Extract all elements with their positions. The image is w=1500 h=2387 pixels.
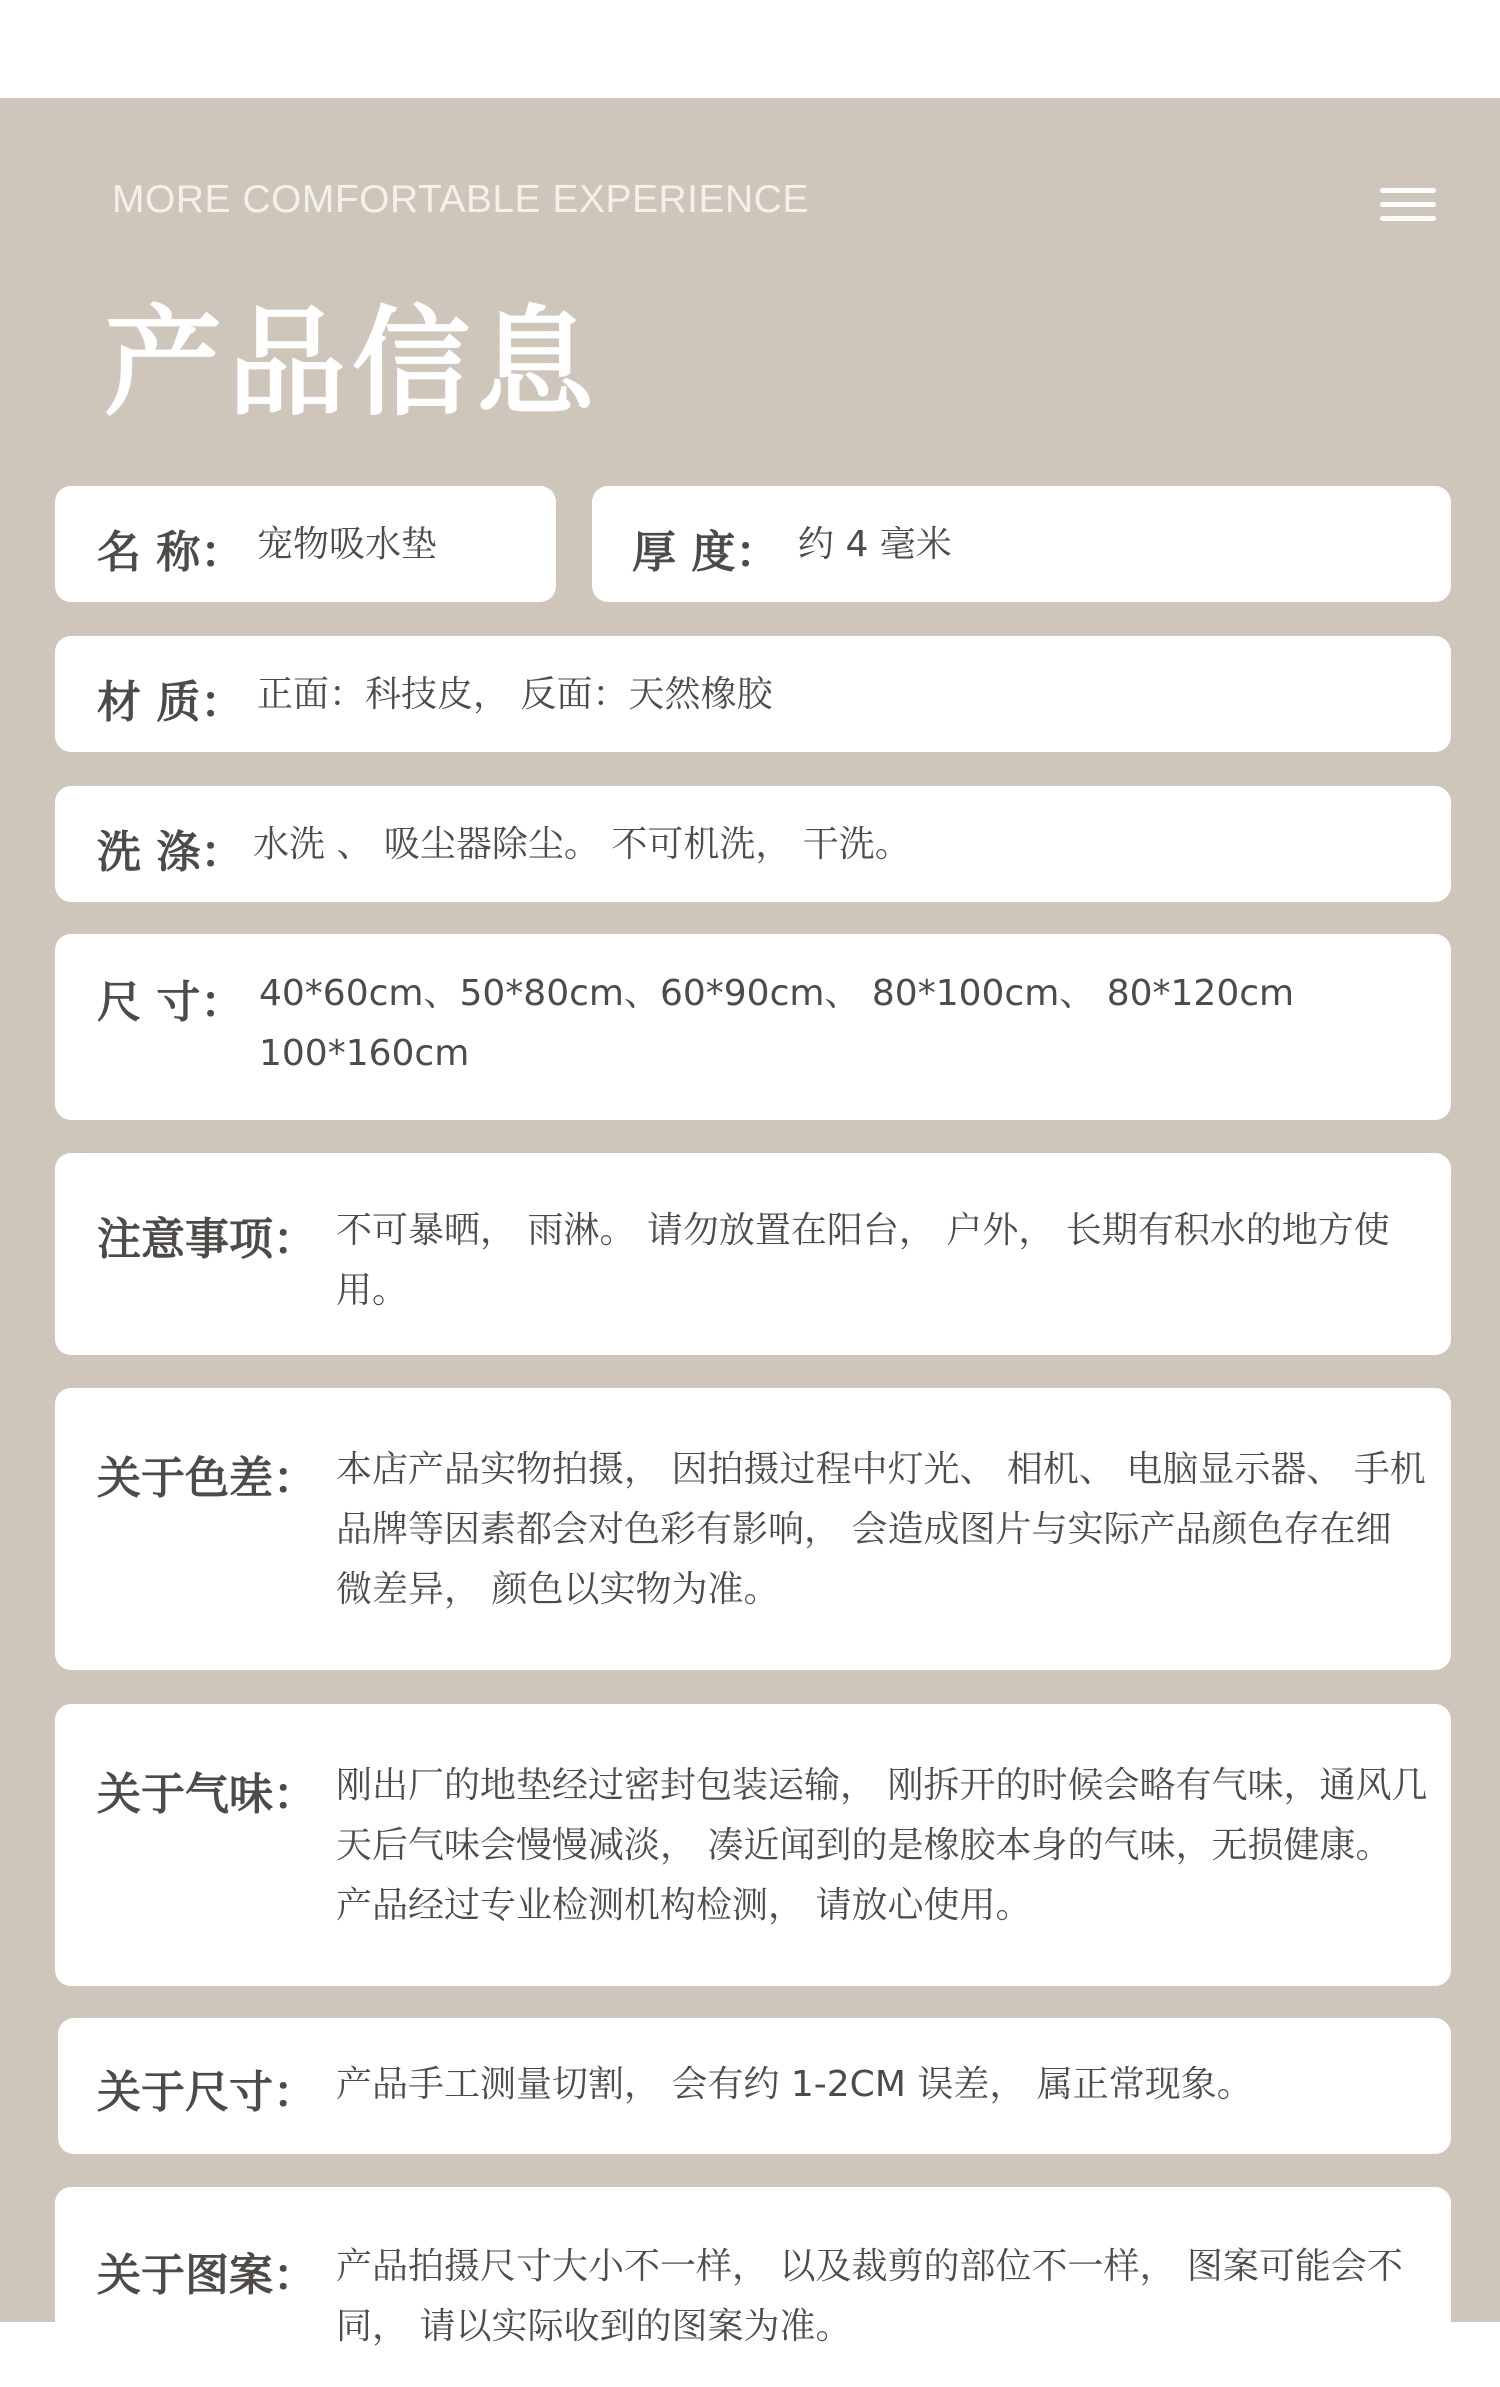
spec-value: 约 4 毫米 [798,524,952,565]
spec-card-color-difference [55,1388,1451,1670]
spec-value: 刚出厂的地垫经过密封包装运输， 刚拆开的时候会略有气味，通风几天后气味会慢慢减淡， 凑近闻到的是橡胶本身的气味，无损健康。 产品经过专业检测机构检测， 请放心使用。 [336,1765,1428,1926]
spec-card-size-note [58,2018,1451,2154]
spec-label: 厚 度： [632,527,780,578]
spec-card-washing [55,786,1451,902]
spec-card-size [55,934,1451,1120]
spec-label: 材 质： [97,677,245,728]
spec-value: 产品手工测量切割， 会有约 1-2CM 误差， 属正常现象。 [336,2064,1253,2105]
hamburger-menu-icon[interactable] [1380,188,1436,222]
spec-label: 关于尺寸： [97,2067,317,2118]
section-eyebrow: MORE COMFORTABLE EXPERIENCE [112,178,809,221]
page-title: 产品信息 [104,294,601,432]
spec-value: 宠物吸水垫 [257,524,438,565]
spec-label: 尺 寸： [97,977,245,1028]
spec-card-odor [55,1704,1451,1986]
spec-card-name [55,486,556,602]
spec-label: 关于图案： [97,2250,317,2301]
spec-label: 名 称： [97,527,245,578]
spec-value: 不可暴晒， 雨淋。 请勿放置在阳台， 户外， 长期有积水的地方使用。 [336,1210,1390,1311]
spec-value: 本店产品实物拍摄， 因拍摄过程中灯光、 相机、 电脑显示器、 手机品牌等因素都会对色彩有影响， 会造成图片与实际产品颜色存在细微差异， 颜色以实物为准。 [336,1449,1426,1610]
spec-label: 注意事项： [97,1214,317,1265]
spec-card-pattern [55,2187,1451,2387]
spec-card-material [55,636,1451,752]
spec-label: 洗 涤： [97,827,245,878]
spec-card-thickness [592,486,1451,602]
spec-label: 关于气味： [97,1769,317,1820]
spec-label: 关于色差： [97,1453,317,1504]
spec-value: 水洗 、 吸尘器除尘。 不可机洗， 干洗。 [253,824,911,865]
spec-card-notes [55,1153,1451,1355]
spec-value: 产品拍摄尺寸大小不一样， 以及裁剪的部位不一样， 图案可能会不同， 请以实际收到的图案为准。 [336,2246,1403,2347]
spec-value: 正面：科技皮， 反面：天然橡胶 [257,674,773,715]
spec-value: 40*60cm、50*80cm、60*90cm、 80*100cm、 80*120cm 100*160cm [259,973,1295,1074]
